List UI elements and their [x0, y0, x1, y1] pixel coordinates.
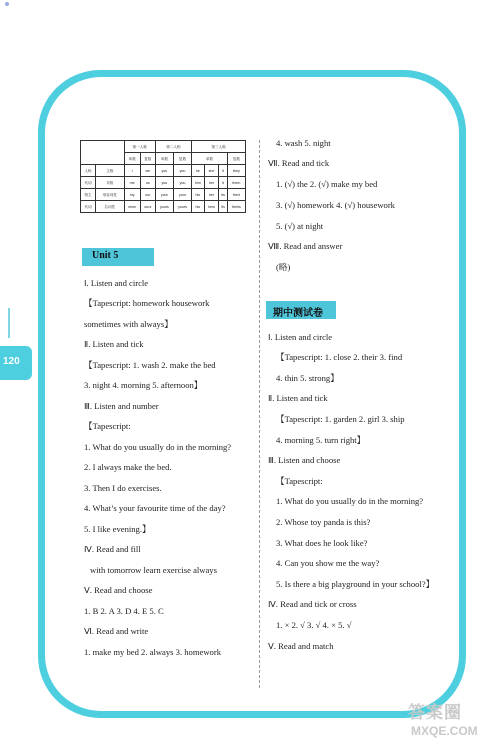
section-heading: Ⅱ. Listen and tick: [268, 393, 328, 403]
table-cell: she: [204, 165, 219, 177]
unit-title: Unit 5: [92, 250, 119, 261]
answer-line: 3. (√) homework 4. (√) housework: [276, 200, 395, 210]
table-cell: mine: [124, 201, 140, 213]
section-heading: Ⅶ. Read and tick: [268, 158, 330, 168]
answer-line: 4. morning 5. turn right】: [276, 435, 366, 445]
answer-line: 3. Then I do exercises.: [84, 483, 162, 493]
answer-line: 1. What do you usually do in the morning?: [84, 442, 232, 452]
table-cell: its: [219, 201, 227, 213]
column-divider: [259, 140, 260, 688]
table-cell: you: [155, 177, 173, 189]
answer-line: 5. (√) at night: [276, 221, 324, 231]
table-cell: his: [192, 189, 205, 201]
section-heading: Ⅵ. Read and write: [84, 626, 149, 636]
watermark-url: MXQE.COM: [411, 724, 478, 738]
section-heading: Ⅲ. Listen and number: [84, 401, 159, 411]
table-row: [81, 189, 246, 201]
table-cell: 宾格: [96, 177, 124, 189]
table-cell: 代词: [81, 201, 96, 213]
section-heading: Ⅳ. Read and tick or cross: [268, 599, 357, 609]
table-cell: your: [173, 189, 191, 201]
section-heading: Ⅲ. Listen and choose: [268, 455, 341, 465]
table-cell: he: [192, 165, 205, 177]
table-cell: 代词: [81, 177, 96, 189]
answer-line: 4. What’s your favourite time of the day?: [84, 503, 226, 513]
answer-line: 3. night 4. morning 5. afternoon】: [84, 380, 203, 390]
table-cell: they: [227, 165, 245, 177]
table-cell: 主格: [96, 165, 124, 177]
table-row: [81, 165, 246, 177]
pronoun-table: [80, 140, 246, 213]
table-cell: them: [227, 177, 245, 189]
table-cell: 形容词性: [96, 189, 124, 201]
section-heading: Ⅰ. Listen and circle: [84, 278, 149, 288]
table-cell: you: [173, 177, 191, 189]
table-cell: theirs: [227, 201, 245, 213]
answer-line: (略): [276, 262, 291, 272]
table-cell: ours: [140, 201, 155, 213]
answer-line: 4. wash 5. night: [276, 138, 331, 148]
answer-line: sometimes with always】: [84, 319, 173, 329]
table-cell: 人称: [81, 165, 96, 177]
answer-line: 5. Is there a big playground in your school?】: [276, 579, 435, 589]
answer-line: 4. thin 5. strong】: [276, 373, 339, 383]
answer-line: 3. What does he look like?: [276, 538, 368, 548]
section-heading: Ⅴ. Read and match: [268, 641, 334, 651]
answer-line: 【Tapescript:: [276, 476, 323, 486]
table-cell: you: [173, 165, 191, 177]
answer-line: 1. (√) the 2. (√) make my bed: [276, 179, 378, 189]
side-mark: [8, 308, 10, 338]
table-cell: its: [219, 189, 227, 201]
table-cell: their: [227, 189, 245, 201]
table-group-header: 第一人称: [124, 141, 155, 153]
answer-line: 【Tapescript:: [84, 421, 131, 431]
table-row: [81, 201, 246, 213]
answer-line: 2. Whose toy panda is this?: [276, 517, 371, 527]
section-heading: Ⅱ. Listen and tick: [84, 339, 144, 349]
table-cell: it: [219, 177, 227, 189]
table-header-row: [81, 141, 246, 153]
watermark-logo: 答案圈: [408, 703, 462, 722]
table-group-header: 第三人称: [192, 141, 246, 153]
table-cell: my: [124, 189, 140, 201]
answer-line: 2. I always make the bed.: [84, 462, 172, 472]
table-cell: your: [155, 189, 173, 201]
table-cell: 物主: [81, 189, 96, 201]
section-heading: Ⅳ. Read and fill: [84, 544, 141, 554]
table-cell: it: [219, 165, 227, 177]
table-subheader: 复数: [140, 153, 155, 165]
table-subheader: 复数: [227, 153, 245, 165]
section-heading: Ⅰ. Listen and circle: [268, 332, 333, 342]
answer-line: 【Tapescript: 1. close 2. their 3. find: [276, 352, 403, 362]
corner-dot: [5, 2, 9, 6]
table-row: [81, 177, 246, 189]
unit-5-banner: [82, 248, 154, 266]
table-cell: I: [124, 165, 140, 177]
answer-line: 1. make my bed 2. always 3. homework: [84, 647, 221, 657]
table-cell: you: [155, 165, 173, 177]
table-cell: hers: [204, 201, 219, 213]
section-heading: Ⅴ. Read and choose: [84, 585, 153, 595]
answer-line: 5. I like evening.】: [84, 524, 151, 534]
table-subheader: 单数: [192, 153, 228, 165]
table-subheader: 单数: [155, 153, 173, 165]
answer-line: 4. Can you show me the way?: [276, 558, 380, 568]
table-cell: his: [192, 201, 205, 213]
table-cell: yours: [173, 201, 191, 213]
table-corner-cell: [81, 141, 125, 165]
answer-line: 1. B 2. A 3. D 4. E 5. C: [84, 606, 164, 616]
answer-line: 【Tapescript: 1. garden 2. girl 3. ship: [276, 414, 405, 424]
table-group-header: 第二人称: [155, 141, 191, 153]
answer-line: 【Tapescript: homework housework: [84, 298, 210, 308]
table-cell: us: [140, 177, 155, 189]
table-cell: we: [140, 165, 155, 177]
table-cell: him: [192, 177, 205, 189]
table-cell: her: [204, 189, 219, 201]
midterm-title: 期中测试卷: [273, 308, 323, 319]
answer-line: with tomorrow learn exercise always: [90, 565, 217, 575]
table-cell: 名词性: [96, 201, 124, 213]
table-cell: our: [140, 189, 155, 201]
answer-line: 1. What do you usually do in the morning?: [276, 496, 424, 506]
page-number: 120: [3, 356, 20, 367]
table-subheader: 复数: [173, 153, 191, 165]
table-cell: yours: [155, 201, 173, 213]
answer-line: 【Tapescript: 1. wash 2. make the bed: [84, 360, 216, 370]
section-heading: Ⅷ. Read and answer: [268, 241, 343, 251]
answer-line: 1. × 2. √ 3. √ 4. × 5. √: [276, 620, 352, 630]
midterm-banner: [266, 301, 336, 319]
table-subheader: 单数: [124, 153, 140, 165]
table-cell: her: [204, 177, 219, 189]
table-cell: me: [124, 177, 140, 189]
